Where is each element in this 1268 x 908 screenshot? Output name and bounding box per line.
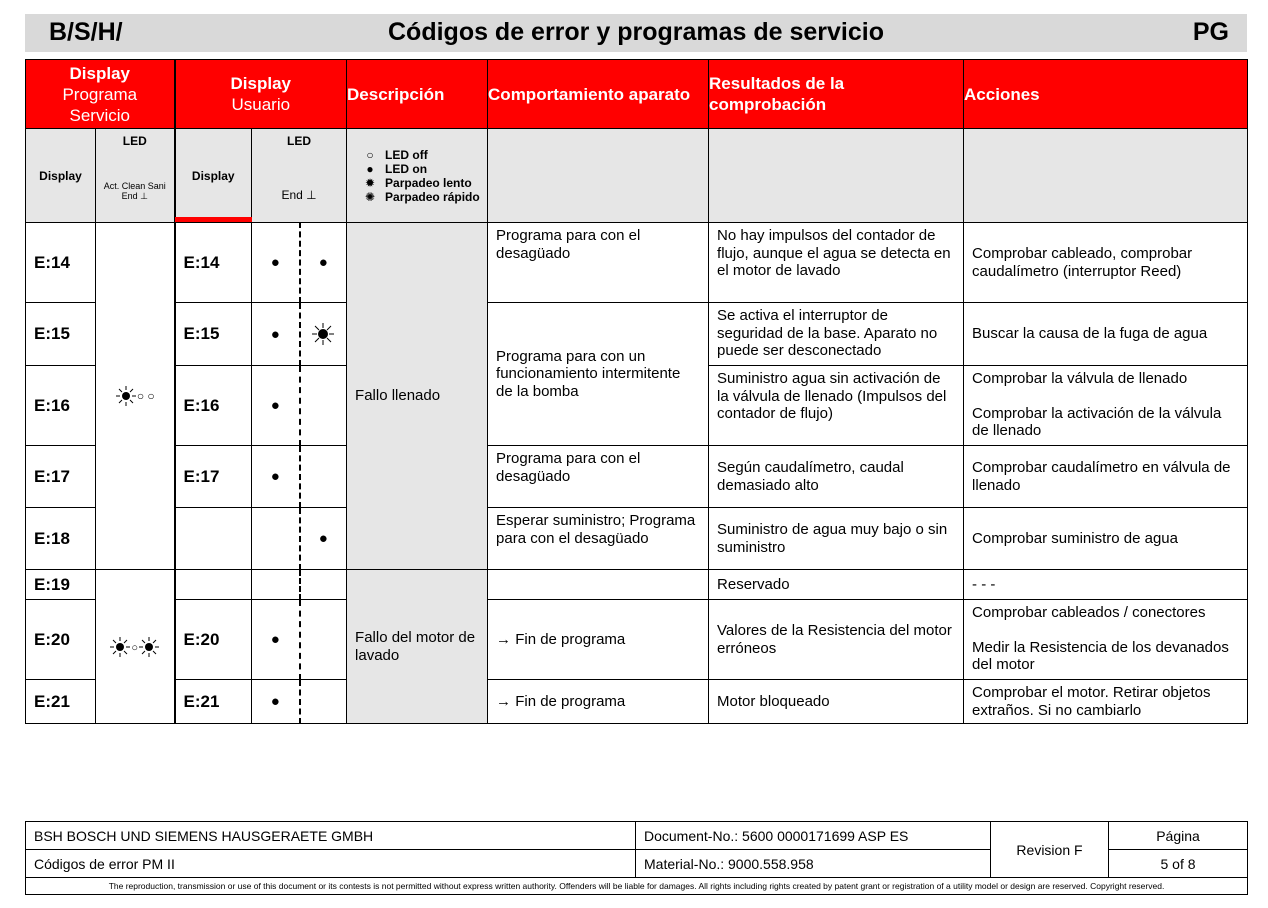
tap-icon: ⊥ xyxy=(306,188,317,202)
blink-fast-icon xyxy=(312,323,334,345)
col-behaviour: Comportamiento aparato xyxy=(488,60,709,129)
display-user-underline xyxy=(175,217,252,222)
sub-empty-2 xyxy=(709,129,964,223)
table-row: E:20 E:20 ● → Fin de programa Valores de la Resistencia del motor erróneos Comprobar cableados / conectores Medir la Resistencia de los devanados del motor xyxy=(26,600,1248,680)
sub-led-service: LED Act. Clean Sani End ⊥ xyxy=(96,129,175,223)
sub-led-user: LED End ⊥ xyxy=(252,129,347,223)
desc-fallo-motor: Fallo del motor de lavado xyxy=(347,570,488,724)
doc-code: PG xyxy=(1192,18,1229,46)
service-led-blink-both xyxy=(96,570,175,724)
footer-doc-no: Document-No.: 5600 0000171699 ASP ES xyxy=(636,822,991,850)
footer-page-number: 5 of 8 xyxy=(1109,850,1248,878)
footer-subject: Códigos de error PM II xyxy=(26,850,636,878)
col-display-service: Display Programa Servicio xyxy=(26,60,175,129)
footer-revision: Revision F xyxy=(991,822,1109,878)
led-blink-fast xyxy=(300,303,347,366)
col-description: Descripción xyxy=(347,60,488,129)
error-codes-table xyxy=(25,59,1248,724)
footer-material-no: Material-No.: 9000.558.958 xyxy=(636,850,991,878)
sub-display-service: Display xyxy=(26,129,96,223)
tap-icon: ⊥ xyxy=(140,191,148,201)
blink-led-icon xyxy=(138,636,160,658)
led-off-icon: ○ xyxy=(131,641,139,654)
table-row: E:21 E:21 ● → Fin de programa Motor bloqueado Comprobar el motor. Retirar objetos extraños. Si no cambiarlo xyxy=(26,680,1248,724)
user-led-icons: End ⊥ xyxy=(281,188,317,202)
document-footer xyxy=(25,821,1248,895)
footer-page-label: Página xyxy=(1109,822,1248,850)
service-led-blink-slow xyxy=(96,223,175,570)
table-row: E:18 ● Esperar suministro; Programa para con el desagüado Suministro de agua muy bajo o sin suministro Comprobar suministro de agua xyxy=(26,508,1248,570)
brand-logo: B/S/H/ xyxy=(49,18,123,46)
page-title: Códigos de error y programas de servicio xyxy=(388,18,884,46)
blink-led-icon xyxy=(109,636,131,658)
blink-led-icon xyxy=(115,385,137,407)
subheader-row xyxy=(26,129,1248,223)
footer-company: BSH BOSCH UND SIEMENS HAUSGERAETE GMBH xyxy=(26,822,636,850)
sub-empty-3 xyxy=(964,129,1248,223)
footer-copyright: The reproduction, transmission or use of this document or its contests is not permitted without express written authority. Offenders will be liable for damages. All rights including rights created by patent grant or registration of a utility model or design are reserved. Copyright reserved. xyxy=(26,878,1248,895)
table-row: E:14 ○ ○ E:14 ● ● Fallo llenado Programa para con el desagüado No hay impulsos del contador de flujo, aunque el agua se detecta en el motor de lavado Comprobar cableado, comprobar caudalímetro (interruptor Reed) xyxy=(26,223,1248,303)
sub-empty-1 xyxy=(488,129,709,223)
table-row: E:17 E:17 ● Programa para con el desagüado Según caudalímetro, caudal demasiado alto Comprobar caudalímetro en válvula de llenado xyxy=(26,446,1248,508)
table-row: E:19 ○ Fallo del motor de lavado Reservado - - - xyxy=(26,570,1248,600)
sub-display-user: Display xyxy=(175,129,252,223)
desc-fallo-llenado: Fallo llenado xyxy=(347,223,488,570)
col-results: Resultados de la comprobación xyxy=(709,60,964,129)
header-row xyxy=(26,60,1248,129)
led-legend: ○ LED off ● LED on ✹ Parpadeo lento ✺ Parpadeo rápido xyxy=(347,129,488,223)
table-row: E:16 E:16 ● Suministro agua sin activación de la válvula de llenado (Impulsos del contador de flujo) Comprobar la válvula de llenado Comprobar la activación de la válvula de llenado xyxy=(26,366,1248,446)
col-actions: Acciones xyxy=(964,60,1248,129)
led-off-icon: ○ ○ xyxy=(136,388,155,403)
title-bar xyxy=(25,14,1247,52)
service-led-icons: Act. Clean Sani End ⊥ xyxy=(103,181,166,201)
table-row: E:15 E:15 ● Programa para con un funcionamiento intermitente de la bomba Se activa el interruptor de seguridad de la base. Aparato no puede ser desconectado Buscar la causa de la fuga de agua xyxy=(26,303,1248,366)
col-display-user: Display Usuario xyxy=(175,60,347,129)
